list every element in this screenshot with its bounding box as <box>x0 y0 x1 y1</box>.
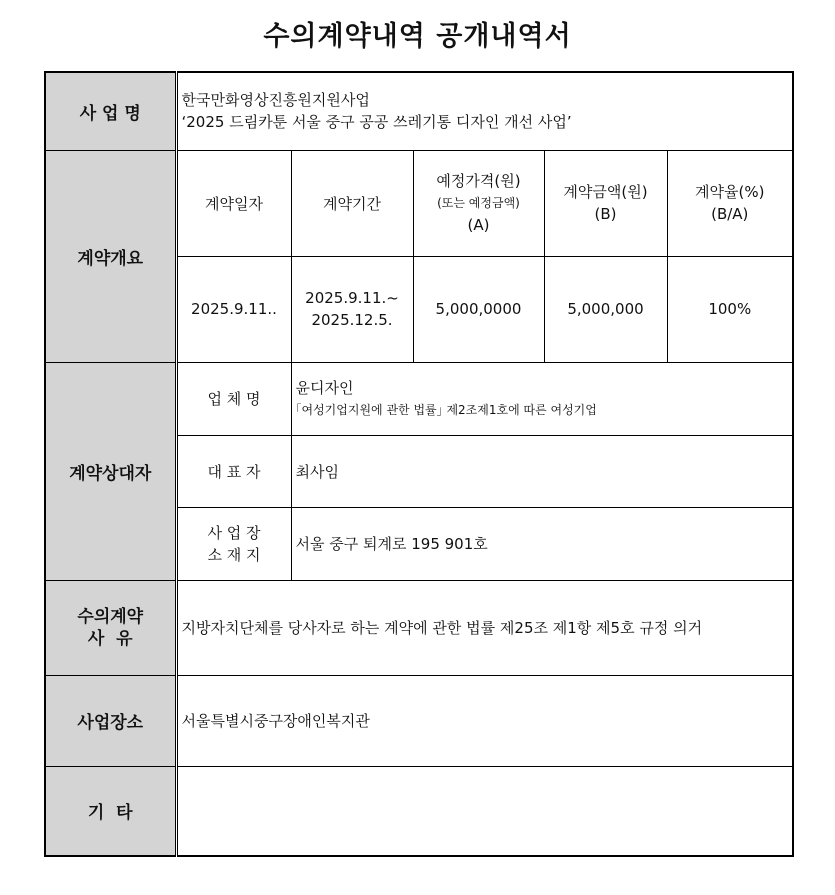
label-reason: 수의계약 사 유 <box>45 580 176 675</box>
page-title: 수의계약내역 공개내역서 <box>263 21 572 52</box>
other-value <box>176 766 793 856</box>
label-contract-overview: 계약개요 <box>45 150 176 362</box>
label-counterparty: 계약상대자 <box>45 362 176 580</box>
reason-value: 지방자치단체를 당사자로 하는 계약에 관한 법률 제25조 제1항 제5호 규정 의거 <box>176 580 793 675</box>
row-project <box>45 72 793 150</box>
value-date: 2025.9.11.. <box>176 256 291 362</box>
header-period: 계약기간 <box>291 150 413 256</box>
location-value: 서울특별시중구장애인복지관 <box>176 675 793 766</box>
row-location <box>45 675 793 766</box>
disclosure-table <box>44 71 794 857</box>
header-amount: 계약금액(원) (B) <box>544 150 667 256</box>
label-address: 사 업 장 소 재 지 <box>176 507 291 580</box>
header-rate: 계약율(%) (B/A) <box>667 150 793 256</box>
value-period: 2025.9.11.~ 2025.12.5. <box>291 256 413 362</box>
row-overview-header <box>45 150 793 256</box>
address-value: 서울 중구 퇴계로 195 901호 <box>291 507 793 580</box>
value-rate: 100% <box>667 256 793 362</box>
project-name-cell <box>176 72 793 150</box>
value-amount: 5,000,000 <box>544 256 667 362</box>
value-estimated: 5,000,0000 <box>413 256 544 362</box>
header-estimated: 예정가격(원) (또는 예정금액) (A) <box>413 150 544 256</box>
header-date: 계약일자 <box>176 150 291 256</box>
row-other <box>45 766 793 856</box>
row-reason <box>45 580 793 675</box>
company-note: ｢여성기업지원에 관한 법률｣ 제2조제1호에 따른 여성기업 <box>295 402 597 417</box>
company-cell <box>291 362 793 435</box>
label-project-name: 사 업 명 <box>45 72 176 150</box>
label-other: 기 타 <box>45 766 176 856</box>
representative-name: 최사임 <box>291 435 793 507</box>
project-line2: ‘2025 드림카툰 서울 중구 공공 쓰레기통 디자인 개선 사업’ <box>181 113 572 132</box>
label-location: 사업장소 <box>45 675 176 766</box>
row-company <box>45 362 793 435</box>
project-line1: 한국만화영상진흥원지원사업 <box>181 91 370 110</box>
label-company: 업 체 명 <box>176 362 291 435</box>
label-representative: 대 표 자 <box>176 435 291 507</box>
company-name: 윤디자인 <box>295 378 354 397</box>
